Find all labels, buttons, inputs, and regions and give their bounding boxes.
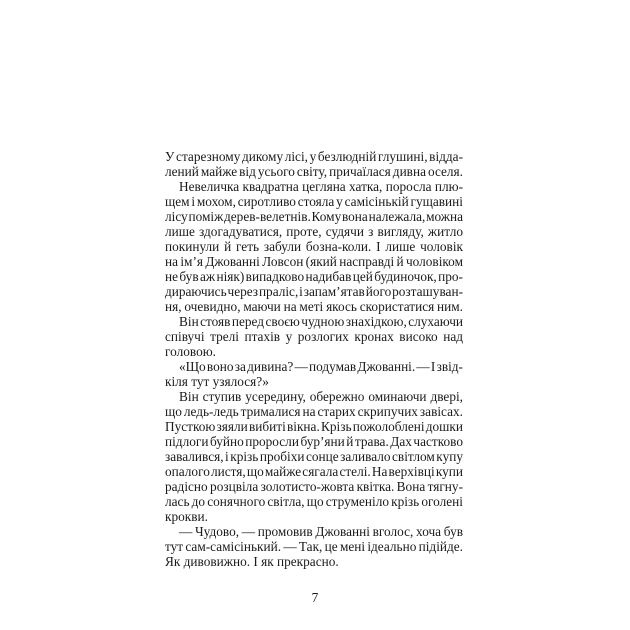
- text-line: Невеличка квадратна цегляна хатка, поросла плю-: [179, 179, 463, 194]
- text-line: не був аж ніяк) випадково надибав цей будиночок, про-: [165, 269, 463, 284]
- text-line: лений майже від усього світу, причаїлася дивна оселя.: [165, 164, 463, 179]
- text-line: ня, очевидно, маючи на меті якось скористатися ним.: [165, 299, 463, 314]
- text-line: У старезному дикому лісі, у безлюдній глушині, відда-: [165, 149, 463, 164]
- body-text: [165, 149, 463, 569]
- text-line: — Чудово, — промовив Джованні вголос, хоча був: [179, 524, 463, 539]
- paragraph: [165, 314, 463, 359]
- text-line: опалого листя, що майже сягала стелі. На верхівці купи: [165, 464, 463, 479]
- text-line: Він стояв перед своєю чудною знахідкою, слухаючи: [179, 314, 463, 329]
- text-line: завалився, і крізь пробіхи сонце заливало світлом купу: [165, 449, 463, 464]
- text-line: співучі трелі птахів у розлогих кронах високо над: [165, 329, 463, 344]
- text-line: лась до сонячного світла, що струменіло крізь оголені: [165, 494, 463, 509]
- text-line: Він ступив усередину, обережно оминаючи двері,: [179, 389, 463, 404]
- paragraph: [165, 389, 463, 524]
- paragraph: [165, 179, 463, 314]
- text-line: на ім’я Джованні Ловсон (який насправді й чоловіком: [165, 254, 463, 269]
- text-line: кіля тут узялося?»: [165, 374, 269, 389]
- text-line: радісно розцвіла золотисто-жовта квітка. Вона тягну-: [165, 479, 463, 494]
- text-line: Як дивовижно. І як прекрасно.: [165, 554, 339, 569]
- text-line: лише здогадуватися, проте, судячи з вигляду, житло: [165, 224, 463, 239]
- text-line: крокви.: [165, 509, 208, 524]
- text-line: головою.: [165, 344, 216, 359]
- paragraph: [165, 359, 463, 389]
- paragraph: [165, 524, 463, 569]
- text-line: щем і мохом, сиротливо стояла у самісінькій гущавині: [165, 194, 463, 209]
- page-number: 7: [311, 590, 319, 605]
- text-line: підлоги буйно проросли бур’яни й трава. Дах частково: [165, 434, 463, 449]
- text-line: покинули й геть забули бозна-коли. І лише чоловік: [165, 239, 463, 254]
- text-line: дираючись через праліс, і запам’ятав його розташуван-: [165, 284, 463, 299]
- paragraph: [165, 149, 463, 179]
- text-line: тут сам-самісінький. — Так, це мені ідеально підійде.: [165, 539, 463, 554]
- text-line: Пусткою зяяли вибиті вікна. Крізь пожолоблені дошки: [165, 419, 463, 434]
- text-line: що ледь-ледь трималися на старих скрипучих завісах.: [165, 404, 463, 419]
- text-line: лісу поміж дерев-велетнів. Кому вона належала, можна: [165, 209, 463, 224]
- text-line: «Що воно за дивина? — подумав Джованні. — І звід-: [179, 359, 463, 374]
